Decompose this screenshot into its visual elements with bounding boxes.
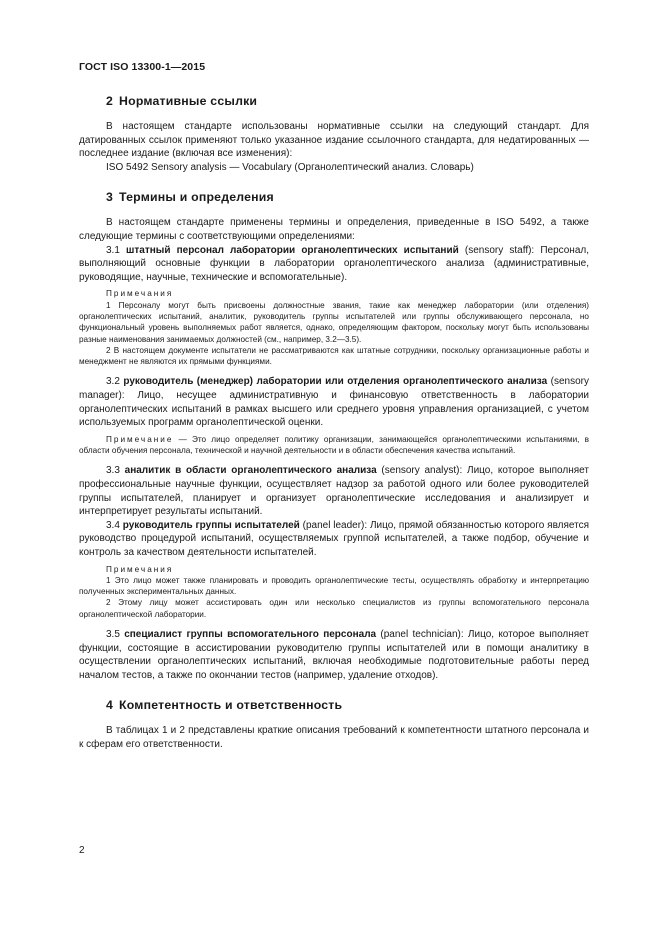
document-body bbox=[79, 90, 589, 752]
note-1: 1 Персоналу могут быть присвоены должностные звания, такие как менеджер лаборатории (или отделения) органолептических испытаний, аналитик, руководитель группы испытателей или группы обслуживающего персонала, но функциональный уровень выполняемых работ является, однако, определяющим фактором, поскольку могут быть использованы разные наименования занимаемых должностей (см., например, 3.2—3.5). bbox=[79, 300, 589, 344]
term-definition: (sensory manager): Лицо, несущее административную и финансовую ответственность в лаборатории органолептических испытаний в рамках высшего или среднего уровня управления организацией, с учетом используемых программ органолептической оценки. bbox=[79, 376, 589, 429]
term-3-1 bbox=[79, 244, 589, 285]
section-4-text: В таблицах 1 и 2 представлены краткие описания требований к компетентности штатного персонала и к сферам его ответственности. bbox=[79, 725, 589, 750]
term-number: 3.2 bbox=[106, 376, 120, 388]
note-2: 2 В настоящем документе испытатели не рассматриваются как штатные сотрудники, поскольку организационные работы и менеджмент не являются их прямыми функциями. bbox=[79, 345, 589, 367]
term-definition: (panel technician): Лицо, которое выполняет функции, состоящие в ассистировании руководителю группы испытателей или в помощи аналитику в осуществлении органолептических испытаний, включая необходимые подготовительные работы перед началом тестов, а также по окончании тестов (например, удаление отходов). bbox=[79, 629, 589, 681]
term-name: штатный персонал лаборатории органолептических испытаний bbox=[126, 244, 459, 256]
term-3-5 bbox=[79, 628, 589, 682]
section-2-heading bbox=[79, 94, 589, 108]
term-3-2 bbox=[79, 375, 589, 429]
note-text: — Это лицо определяет политику организации, занимающейся органолептическими испытаниями, в области обучения персонала, технической и научной деятельности и в области обеспечения качества испытаний. bbox=[79, 434, 590, 456]
section-title: Термины и определения bbox=[119, 190, 274, 205]
section-number: 4 bbox=[106, 698, 114, 713]
term-number: 3.3 bbox=[106, 465, 120, 477]
section-title: Нормативные ссылки bbox=[119, 94, 258, 108]
section-number: 3 bbox=[106, 190, 114, 205]
term-name: специалист группы вспомогательного персонала bbox=[124, 629, 377, 641]
section-number: 2 bbox=[106, 94, 114, 108]
document-header: ГОСТ ISO 13300-1—2015 bbox=[79, 61, 206, 73]
term-3-3 bbox=[79, 464, 589, 518]
note-2: 2 Этому лицу может ассистировать один или несколько специалистов из группы вспомогательного персонала органолептической лаборатории. bbox=[79, 598, 589, 619]
normative-reference: ISO 5492 Sensory analysis — Vocabulary (Органолептический анализ. Словарь) bbox=[106, 161, 474, 173]
section-title: Компетентность и ответственность bbox=[119, 698, 343, 713]
section-3-intro: В настоящем стандарте применены термины и определения, приведенные в ISO 5492, а также следующие термины с соответствующими определениями: bbox=[79, 217, 589, 242]
term-number: 3.1 bbox=[106, 244, 120, 256]
note-single bbox=[79, 434, 589, 457]
term-definition: (sensory staff): Персонал, выполняющий основные функции в лаборатории органолептического анализа (административные, руководящие, научные, технические и вспомогательные). bbox=[79, 244, 590, 283]
section-3-heading bbox=[79, 190, 589, 204]
term-3-4 bbox=[79, 519, 589, 560]
section-2-intro: В настоящем стандарте использованы нормативные ссылки на следующий стандарт. Для датированных ссылок применяют только указанное издание ссылочного стандарта, для недатированных — последнее издание (включая все изменения): bbox=[79, 121, 589, 160]
term-definition: (sensory analyst): Лицо, которое выполняет профессиональные научные функции, осуществляет надзор за работой одного или более руководителей группы испытателей, планирует и организует органолептические исследования и анализирует и интерпретирует результаты испытаний. bbox=[79, 465, 589, 518]
term-name: руководитель (менеджер) лаборатории или отделения органолептического анализа bbox=[123, 376, 548, 388]
term-number: 3.4 bbox=[106, 519, 120, 531]
notes-label: Примечания bbox=[106, 564, 174, 574]
term-name: руководитель группы испытателей bbox=[122, 519, 300, 531]
term-name: аналитик в области органолептического анализа bbox=[124, 465, 377, 477]
term-number: 3.5 bbox=[106, 629, 120, 641]
page-number: 2 bbox=[79, 845, 85, 856]
term-definition: (panel leader): Лицо, прямой обязанностью которого является руководство процедурой испытаний, осуществляемых группой испытателей, а также подбор, обучение и контроль за качеством деятельности испытателей. bbox=[79, 519, 590, 558]
notes-label: Примечания bbox=[106, 289, 174, 299]
note-1: 1 Это лицо может также планировать и проводить органолептические тесты, осуществлять обработку и интерпретацию полученных экспериментальных данных. bbox=[79, 575, 589, 597]
note-label: Примечание bbox=[106, 434, 174, 444]
section-4-heading bbox=[79, 698, 589, 712]
